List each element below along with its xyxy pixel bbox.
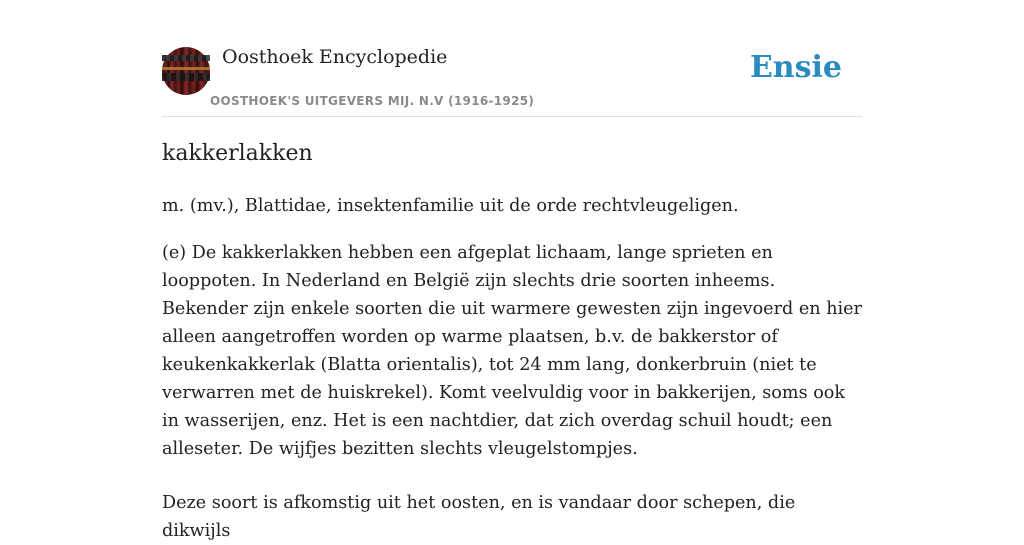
- site-title-link[interactable]: Oosthoek Encyclopedie: [222, 46, 448, 68]
- encyclopedia-books-icon[interactable]: [162, 47, 210, 95]
- article-paragraph: m. (mv.), Blattidae, insektenfamilie uit de orde rechtvleugeligen.: [162, 196, 739, 216]
- article-title: kakkerlakken: [162, 141, 313, 166]
- page-container: [162, 0, 862, 541]
- ensie-logo-link[interactable]: Ensie: [749, 50, 842, 85]
- site-header: [162, 0, 862, 117]
- publisher-label: OOSTHOEK'S UITGEVERS MIJ. N.V (1916-1925): [210, 94, 535, 108]
- article-paragraph: (e) De kakkerlakken hebben een afgeplat lichaam, lange sprieten en looppoten. In Nederland en België zijn slechts drie soorten inheems. Bekender zijn enkele soorten die uit warmere gewesten zijn ingevoerd en hier alleen aangetroffen worden op warme plaatsen, b.v. de bakkerstor of keukenkakkerlak (Blatta orientalis), tot 24 mm lang, donkerbruin (niet te verwarren met de huiskrekel). Komt veelvuldig voor in bakkerijen, soms ook in wasserijen, enz. Het is een nachtdier, dat zich overdag schuil houdt; een alleseter. De wijfjes bezitten slechts vleugelstompjes.: [162, 243, 862, 459]
- article-paragraph: Deze soort is afkomstig uit het oosten, en is vandaar door schepen, die dikwijls: [162, 493, 796, 541]
